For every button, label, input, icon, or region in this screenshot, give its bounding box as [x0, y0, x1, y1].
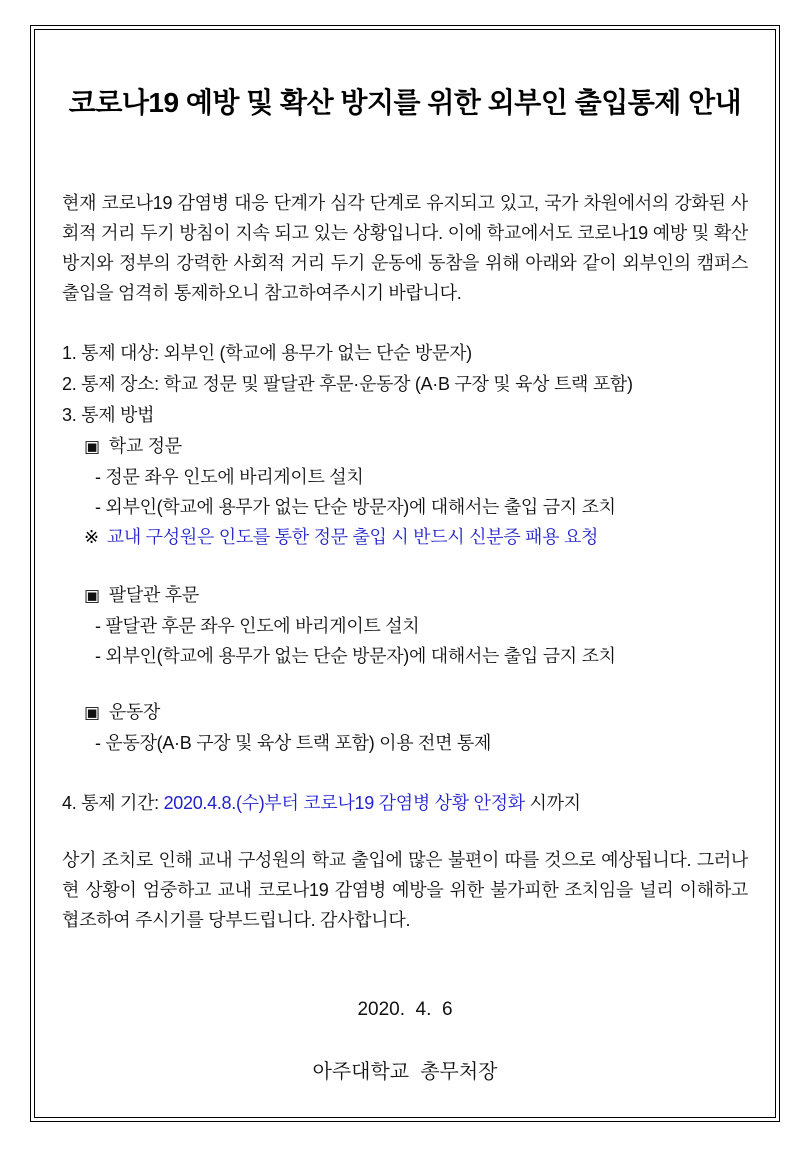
control-item-period: [62, 788, 748, 819]
section-detail-line: - 외부인(학교에 용무가 없는 단순 방문자)에 대해서는 출입 금지 조치: [95, 646, 616, 666]
closing-paragraph: 상기 조치로 인해 교내 구성원의 학교 출입에 많은 불편이 따를 것으로 예상됩니다. 그러나 현 상황이 엄중하고 교내 코로나19 감염병 예방을 위한 불가피한 조치임을 널리 이해하고 협조하여 주시기를 당부드립니다. 감사합니다.: [62, 850, 748, 930]
section-heading-label: 학교 정문: [108, 436, 182, 456]
period-prefix: 4. 통제 기간:: [62, 793, 164, 813]
document-body: [34, 29, 776, 1118]
control-item-method: 3. 통제 방법: [62, 405, 155, 425]
document-signature: 아주대학교 총무처장: [312, 1061, 498, 1083]
section-detail-line: - 정문 좌우 인도에 바리게이트 설치: [95, 467, 364, 487]
section-detail-line: - 외부인(학교에 용무가 없는 단순 방문자)에 대해서는 출입 금지 조치: [95, 497, 616, 517]
control-item-target: 1. 통제 대상: 외부인 (학교에 용무가 없는 단순 방문자): [62, 343, 472, 363]
section-heading: [62, 580, 748, 611]
section-detail-line: - 운동장(A·B 구장 및 육상 트랙 포함) 이용 전면 통제: [95, 733, 492, 753]
section-main-gate: [62, 431, 748, 552]
section-heading: [62, 431, 748, 462]
section-heading-label: 팔달관 후문: [108, 585, 199, 605]
square-bullet-icon: ▣: [84, 586, 100, 605]
section-paldal-back-gate: [62, 580, 748, 671]
period-highlight: 2020.4.8.(수)부터 코로나19 감염병 상황 안정화: [163, 793, 525, 813]
note-line: [62, 522, 748, 552]
square-bullet-icon: ▣: [84, 703, 100, 722]
reference-mark-icon: ※: [84, 527, 99, 547]
section-heading-label: 운동장: [108, 702, 161, 722]
control-list: [62, 338, 748, 431]
document-date: 2020. 4. 6: [357, 999, 453, 1020]
intro-paragraph: 현재 코로나19 감염병 대응 단계가 심각 단계로 유지되고 있고, 국가 차원에서의 강화된 사회적 거리 두기 방침이 지속 되고 있는 상황입니다. 이에 학교에서도 코로나19 예방 및 확산 방지와 정부의 강력한 사회적 거리 두기 운동에 동참을 위해 아래와 같이 외부인의 캠퍼스 출입을 엄격히 통제하오니 참고하여주시기 바랍니다.: [62, 193, 748, 303]
section-playground: [62, 697, 748, 758]
section-detail-line: - 팔달관 후문 좌우 인도에 바리게이트 설치: [95, 616, 420, 636]
control-item-location: 2. 통제 장소: 학교 정문 및 팔달관 후문·운동장 (A·B 구장 및 육상 트랙 포함): [62, 374, 633, 394]
period-suffix: 시까지: [524, 793, 581, 813]
section-heading: [62, 697, 748, 728]
note-text: 교내 구성원은 인도를 통한 정문 출입 시 반드시 신분증 패용 요청: [106, 527, 599, 547]
page-border: [30, 25, 780, 1122]
page-title: 코로나19 예방 및 확산 방지를 위한 외부인 출입통제 안내: [68, 87, 742, 118]
square-bullet-icon: ▣: [84, 437, 100, 456]
